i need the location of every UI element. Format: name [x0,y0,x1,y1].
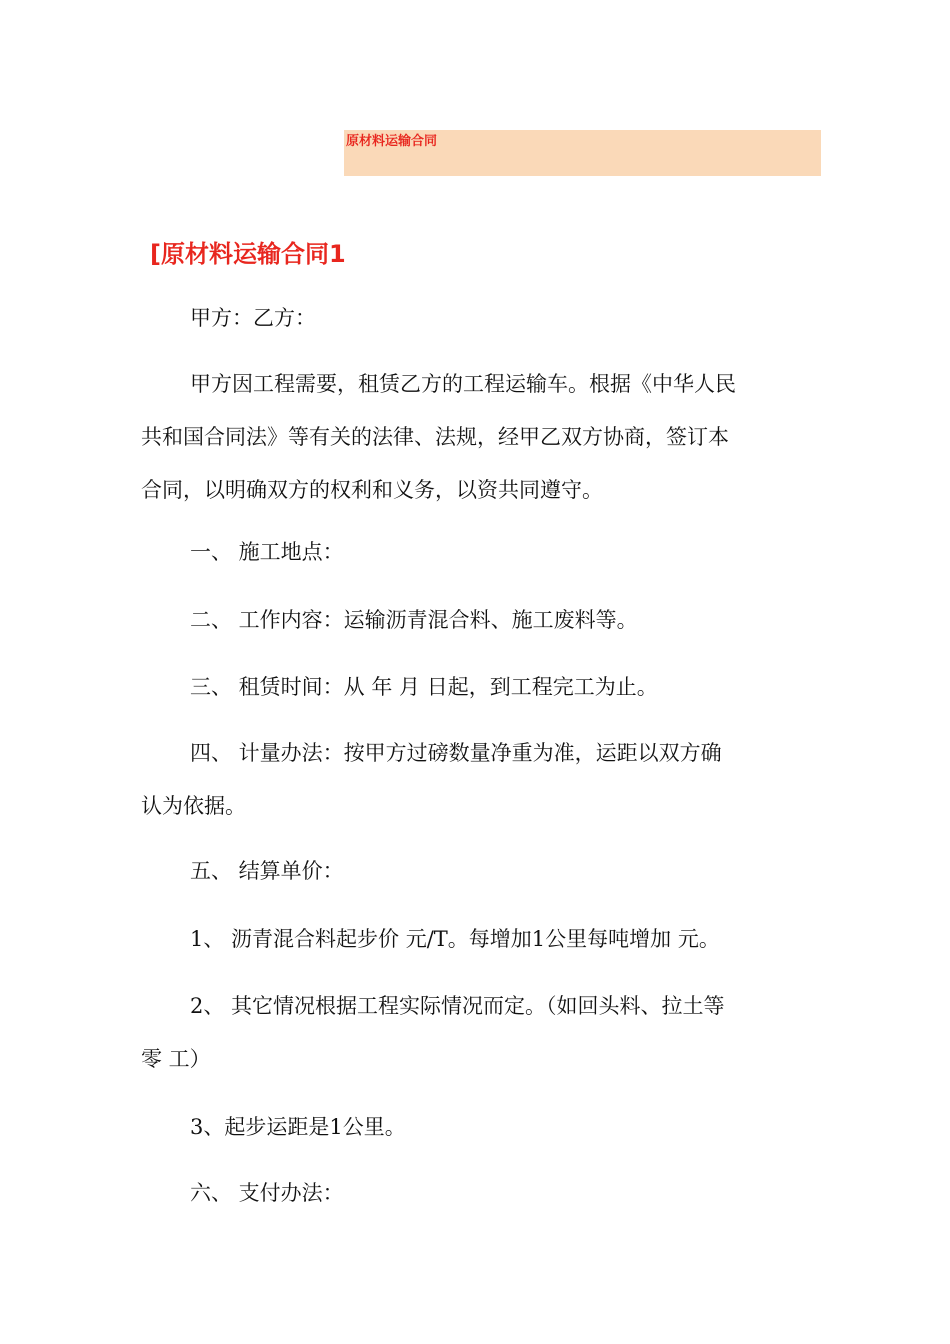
clause-3-text: 三、 租赁时间：从 年 月 日起，到工程完工为止。 [190,675,658,699]
parties-line [141,292,821,345]
clause-5-text: 五、 结算单价： [190,859,344,883]
clause-2-text: 二、 工作内容：运输沥青混合料、施工废料等。 [190,608,638,632]
item-1 [141,913,821,966]
parties-text: 甲方：乙方： [190,306,316,330]
clause-4 [141,727,821,833]
intro-line-1: 甲方因工程需要，租赁乙方的工程运输车。根据《中华人民 [190,372,736,396]
header-band [344,130,821,176]
document-heading: [原材料运输合同1 [150,240,346,268]
item-2-line-2: 零 工） [141,1047,211,1071]
intro-line-3: 合同，以明确双方的权利和义务，以资共同遵守。 [141,478,603,502]
clause-1-text: 一、 施工地点： [190,540,344,564]
item-1-text: 1、 沥青混合料起步价 元/T。每增加1公里每吨增加 元。 [190,927,720,951]
item-2-line-1: 2、 其它情况根据工程实际情况而定。（如回头料、拉土等 [190,994,725,1018]
clause-4-line-2: 认为依据。 [141,794,246,818]
intro-paragraph [141,358,821,517]
item-3 [141,1101,821,1154]
header-title: 原材料运输合同 [346,134,438,149]
clause-5 [141,845,821,898]
intro-line-2: 共和国合同法》等有关的法律、法规，经甲乙双方协商，签订本 [141,425,729,449]
item-2 [141,980,821,1086]
clause-2 [141,594,821,647]
clause-1 [141,526,821,579]
item-3-text: 3、起步运距是1公里。 [190,1115,406,1139]
clause-6-text: 六、 支付办法： [190,1181,344,1205]
clause-4-line-1: 四、 计量办法：按甲方过磅数量净重为准，运距以双方确 [190,741,722,765]
clause-6 [141,1167,821,1220]
clause-3 [141,661,821,714]
